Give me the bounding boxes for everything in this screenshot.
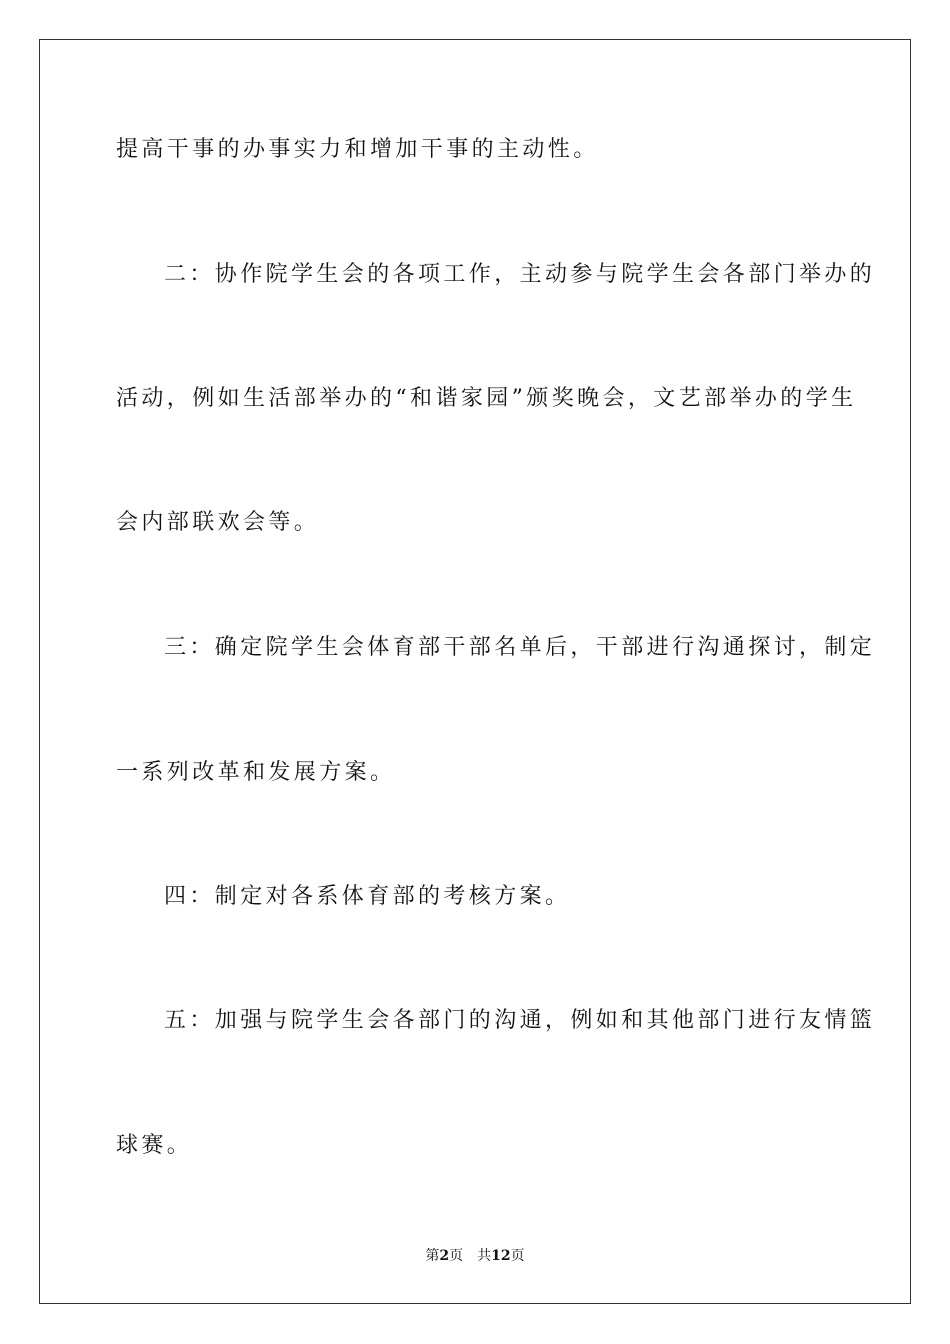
page-border <box>39 39 911 1304</box>
footer-page-prefix: 第 <box>425 1248 440 1264</box>
page-footer <box>0 1246 950 1266</box>
footer-page-suffix: 页 <box>449 1248 464 1264</box>
paragraph-line-4: 会内部联欢会等。 <box>116 510 320 535</box>
paragraph-line-5: 三：确定院学生会体育部干部名单后，干部进行沟通探讨，制定 <box>164 635 876 660</box>
footer-total-suffix: 页 <box>510 1248 525 1264</box>
footer-total-prefix: 共 <box>477 1248 492 1264</box>
paragraph-line-8: 五：加强与院学生会各部门的沟通，例如和其他部门进行友情篮 <box>164 1008 876 1033</box>
paragraph-line-1: 提高干事的办事实力和增加干事的主动性。 <box>116 137 599 162</box>
paragraph-line-9: 球赛。 <box>116 1133 193 1158</box>
paragraph-line-6: 一系列改革和发展方案。 <box>116 760 396 785</box>
paragraph-line-2: 二：协作院学生会的各项工作，主动参与院学生会各部门举办的 <box>164 262 876 287</box>
paragraph-line-3: 活动，例如生活部举办的“和谐家园”颁奖晚会，文艺部举办的学生 <box>116 386 857 411</box>
footer-total-pages: 12 <box>491 1248 511 1264</box>
paragraph-line-7: 四：制定对各系体育部的考核方案。 <box>164 884 571 909</box>
footer-page-number: 2 <box>439 1248 450 1264</box>
